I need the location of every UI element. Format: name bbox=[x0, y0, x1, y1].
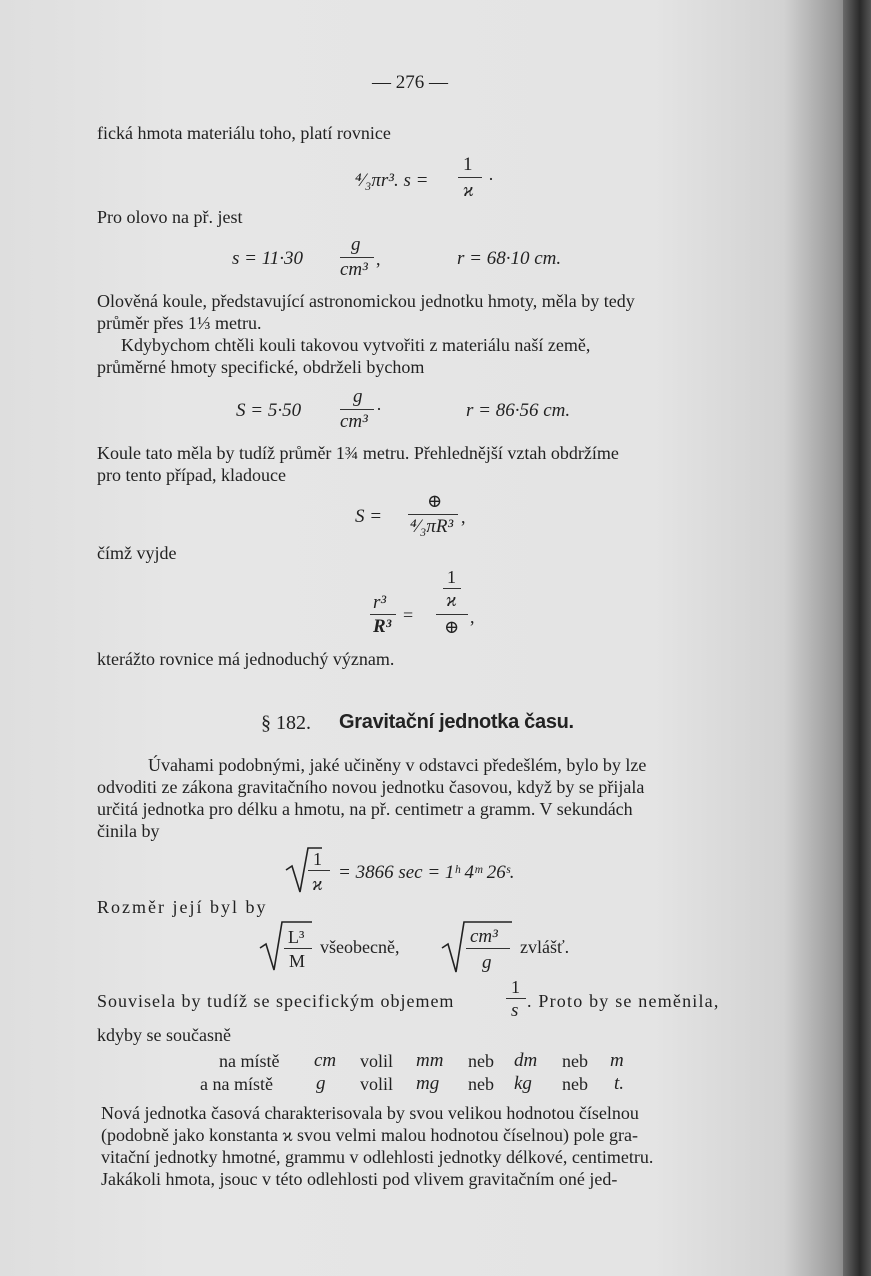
fraction-bar bbox=[408, 514, 458, 515]
text-line: (podobně jako konstanta ϰ svou velmi malou hodnotou číselnou) pole gra- bbox=[101, 1125, 638, 1145]
fraction-bar bbox=[466, 948, 510, 949]
text-line: Olověná koule, představující astronomickou jednotku hmoty, měla by tedy bbox=[97, 291, 635, 311]
formula-dot: · bbox=[376, 399, 382, 419]
formula-fraction-den: ϰ bbox=[312, 874, 323, 895]
unit: mm bbox=[416, 1050, 444, 1071]
formula-fraction-num: L³ bbox=[288, 927, 305, 947]
text-line: Pro olovo na př. jest bbox=[97, 207, 243, 227]
fraction-bar bbox=[370, 614, 396, 615]
text-line: činila by bbox=[97, 821, 160, 841]
fraction-bar bbox=[458, 177, 482, 178]
book-spine-edge bbox=[843, 0, 871, 1276]
formula-fraction-den: ϰ bbox=[463, 180, 474, 201]
formula-ratio-den: R³ bbox=[373, 616, 392, 637]
fraction-bar bbox=[443, 588, 461, 589]
word-volil: volil bbox=[360, 1051, 394, 1071]
unit: kg bbox=[514, 1073, 532, 1094]
formula-dot: · bbox=[488, 169, 494, 189]
formula-fraction-den: ⁴⁄₃πR³ bbox=[410, 516, 454, 537]
formula-fraction-den: s bbox=[511, 1000, 519, 1021]
formula-mass-lhs: ⁴⁄₃πr³. s = bbox=[355, 170, 429, 191]
unit: dm bbox=[514, 1050, 538, 1071]
radical-sign-icon bbox=[258, 918, 314, 974]
formula-fraction-num: 1 bbox=[463, 154, 473, 175]
text-line: Koule tato měla by tudíž průměr 1¾ metru. Přehlednější vztah obdržíme bbox=[97, 443, 619, 463]
fraction-bar-main bbox=[436, 614, 468, 615]
label-general: všeobecně, bbox=[320, 937, 400, 957]
formula-ratio-num: r³ bbox=[373, 592, 387, 613]
word-volil: volil bbox=[360, 1074, 394, 1094]
formula-fraction-den: cm³ bbox=[340, 411, 368, 432]
formula-earth-density-lead: S = 5·50 bbox=[236, 400, 302, 421]
earth-symbol-icon: ⊕ bbox=[427, 491, 443, 511]
formula-top-den: ϰ bbox=[446, 590, 457, 611]
text-line: vitační jednotky hmotné, grammu v odlehlosti jednotky délkové, centimetru. bbox=[101, 1147, 654, 1167]
formula-fraction-num: g bbox=[353, 386, 363, 407]
text-line: Úvahami podobnými, jaké učiněny v odstavci předešlém, bylo by lze bbox=[148, 755, 647, 775]
text-line: Jakákoli hmota, jsouc v této odlehlosti pod vlivem gravitačním oné jed- bbox=[101, 1169, 618, 1189]
unit: cm bbox=[314, 1050, 337, 1071]
formula-radius: r = 68·10 cm. bbox=[457, 248, 562, 269]
formula-fraction-num: 1 bbox=[313, 849, 322, 869]
section-title: Gravitační jednotka času. bbox=[339, 711, 574, 733]
row-label: na místě bbox=[219, 1051, 280, 1071]
formula-comma: , bbox=[470, 607, 475, 627]
unit: m bbox=[610, 1050, 624, 1071]
fraction-bar bbox=[308, 870, 330, 871]
formula-comma: , bbox=[376, 249, 381, 269]
text-line: Kdybychom chtěli kouli takovou vytvořiti z materiálu naší země, bbox=[121, 335, 591, 355]
formula-radius: r = 86·56 cm. bbox=[466, 400, 571, 421]
word-neb: neb bbox=[562, 1051, 588, 1071]
text-line: Souvisela by tudíž se specifickým objemem bbox=[97, 991, 455, 1011]
word-neb: neb bbox=[562, 1074, 588, 1094]
fraction-bar bbox=[284, 948, 312, 949]
text-line: . Proto by se neměnila, bbox=[527, 991, 720, 1011]
formula-fraction-num: cm³ bbox=[470, 926, 498, 947]
unit: mg bbox=[416, 1073, 440, 1094]
text-line: určitá jednotka pro délku a hmotu, na př. centimetr a gramm. V sekundách bbox=[97, 799, 633, 819]
text-line: fická hmota materiálu toho, platí rovnice bbox=[97, 123, 391, 143]
text-line: čímž vyjde bbox=[97, 543, 177, 563]
earth-symbol-icon: ⊕ bbox=[444, 617, 460, 637]
formula-top-num: 1 bbox=[447, 567, 456, 587]
word-neb: neb bbox=[468, 1051, 494, 1071]
text-line: Rozměr její byl by bbox=[97, 897, 268, 917]
text-line: průměr přes 1⅓ metru. bbox=[97, 313, 262, 333]
text-line: kterážto rovnice má jednoduchý význam. bbox=[97, 649, 395, 669]
text-line: Nová jednotka časová charakterisovala by svou velikou hodnotou číselnou bbox=[101, 1103, 639, 1123]
formula-fraction-den: cm³ bbox=[340, 259, 368, 280]
formula-fraction-den: g bbox=[482, 952, 492, 973]
formula-equals: = bbox=[403, 605, 414, 625]
section-number: § 182. bbox=[261, 712, 311, 734]
text-line: kdyby se současně bbox=[97, 1025, 231, 1045]
formula-comma: , bbox=[461, 507, 466, 527]
unit: t. bbox=[614, 1073, 625, 1094]
text-line: odvoditi ze zákona gravitačního novou jednotku časovou, když by se přijala bbox=[97, 777, 645, 797]
text-line: průměrné hmoty specifické, obdrželi bychom bbox=[97, 357, 425, 377]
formula-fraction-num: 1 bbox=[511, 977, 520, 997]
unit: g bbox=[316, 1073, 326, 1094]
page-number: — 276 — bbox=[372, 72, 448, 93]
formula-fraction-num: g bbox=[351, 234, 361, 255]
word-neb: neb bbox=[468, 1074, 494, 1094]
text-line: pro tento případ, kladouce bbox=[97, 465, 286, 485]
formula-time-value: = 3866 sec = 1ʰ 4ᵐ 26ˢ. bbox=[338, 862, 515, 883]
fraction-bar bbox=[506, 998, 526, 999]
formula-density-lead: s = 11·30 bbox=[232, 248, 304, 269]
fraction-bar bbox=[340, 409, 374, 410]
row-label: a na místě bbox=[200, 1074, 273, 1094]
fraction-bar bbox=[340, 257, 374, 258]
formula-S-lhs: S = bbox=[355, 506, 383, 527]
label-specific: zvlášť. bbox=[520, 937, 570, 957]
formula-fraction-den: M bbox=[289, 951, 306, 971]
